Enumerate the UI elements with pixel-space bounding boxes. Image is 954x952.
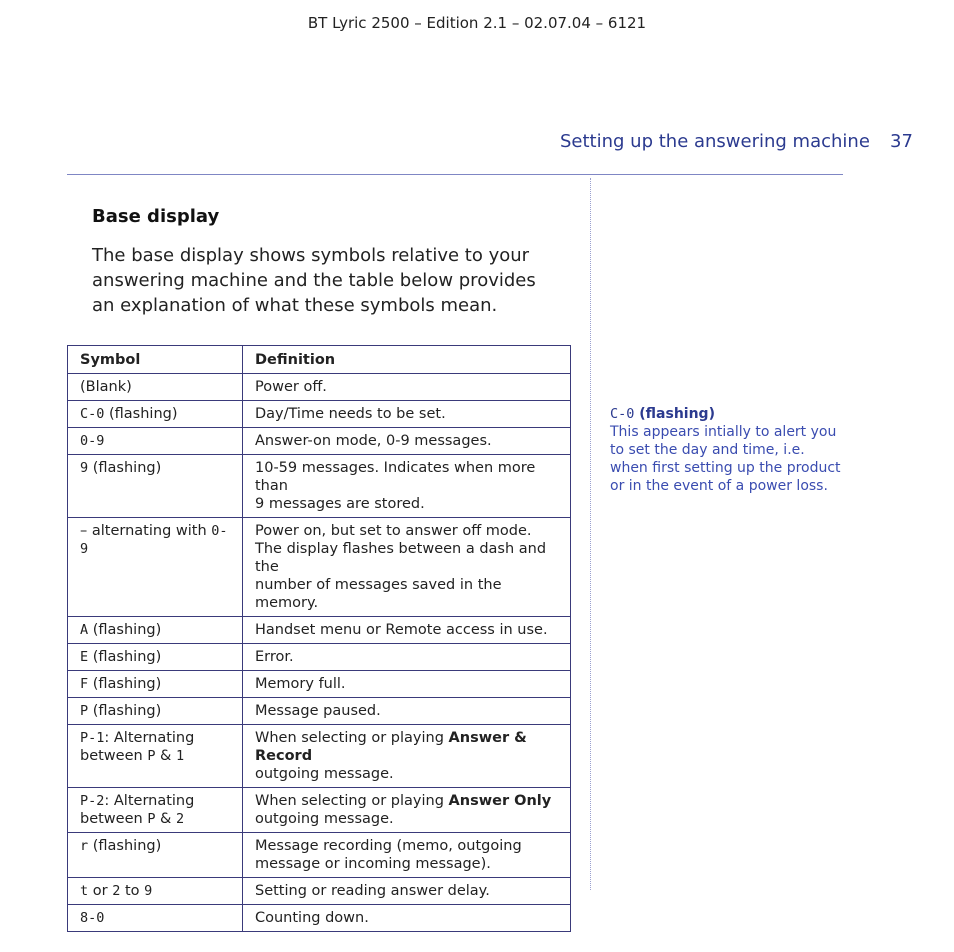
definition-emphasis: Answer Only [448, 793, 552, 809]
side-note [610, 405, 845, 495]
table-row [68, 374, 571, 401]
symbol-code: E [80, 649, 89, 665]
symbol-text: or [88, 883, 113, 899]
symbol-code: P [147, 811, 156, 827]
symbol-text: – alternating with [80, 523, 212, 539]
header-rule [67, 174, 843, 175]
symbols-table [67, 345, 571, 932]
header-definition: Definition [243, 346, 571, 374]
symbol-text: to [120, 883, 145, 899]
symbol-cell [68, 725, 243, 788]
symbol-code: C-0 [610, 406, 635, 422]
symbol-cell [68, 617, 243, 644]
symbol-text: between [80, 811, 148, 827]
definition-line: Power on, but set to answer off mode. [255, 523, 532, 539]
symbol-text: (flashing) [88, 703, 162, 719]
table-row [68, 698, 571, 725]
symbol-text: between [80, 748, 148, 764]
definition-cell: Answer-on mode, 0-9 messages. [243, 428, 571, 455]
side-note-title [610, 405, 845, 423]
symbol-code: P-1 [80, 730, 105, 746]
definition-cell [243, 518, 571, 617]
page-number: 37 [890, 131, 913, 152]
symbol-cell [68, 788, 243, 833]
definition-emphasis: Answer & Record [255, 730, 527, 764]
symbol-code: 2 [112, 883, 121, 899]
definition-line: 9 messages are stored. [255, 496, 425, 512]
symbol-code: 0-9 [80, 433, 105, 449]
symbol-code: 2 [175, 811, 185, 827]
definition-line: Message recording (memo, outgoing [255, 838, 522, 854]
table-row [68, 455, 571, 518]
symbol-code: F [80, 676, 89, 692]
symbol-code: 1 [175, 748, 185, 764]
table-row [68, 878, 571, 905]
side-note-title-text: (flashing) [634, 406, 715, 422]
definition-cell: Power off. [243, 374, 571, 401]
definition-cell [243, 725, 571, 788]
symbol-cell [68, 455, 243, 518]
symbol-code: 0-9 [80, 523, 228, 557]
definition-line: outgoing message. [255, 766, 394, 782]
symbol-cell [68, 374, 243, 401]
symbol-code: 9 [80, 460, 89, 476]
symbol-code: P-2 [80, 793, 105, 809]
definition-text: When selecting or playing [255, 730, 449, 746]
symbol-text: (flashing) [88, 838, 162, 854]
symbol-cell [68, 833, 243, 878]
table-row [68, 833, 571, 878]
table-row [68, 725, 571, 788]
symbol-text: (flashing) [88, 676, 162, 692]
symbol-text: : Alternating [104, 793, 195, 809]
base-display-heading: Base display [92, 206, 220, 227]
symbol-text: (Blank) [80, 379, 132, 395]
definition-line: message or incoming message). [255, 856, 491, 872]
table-row [68, 401, 571, 428]
symbol-cell [68, 428, 243, 455]
section-title: Setting up the answering machine [560, 131, 870, 152]
symbol-cell [68, 644, 243, 671]
definition-cell: Memory full. [243, 671, 571, 698]
definition-cell: Message paused. [243, 698, 571, 725]
definition-line: outgoing message. [255, 811, 394, 827]
table-header-row [68, 346, 571, 374]
definition-cell [243, 833, 571, 878]
table-row [68, 671, 571, 698]
symbol-text: & [155, 811, 176, 827]
symbol-cell [68, 878, 243, 905]
definition-line: number of messages saved in the memory. [255, 577, 502, 611]
symbol-text: (flashing) [104, 406, 178, 422]
symbol-text: & [155, 748, 176, 764]
definition-cell: Counting down. [243, 905, 571, 932]
symbol-code: A [80, 622, 89, 638]
header-symbol: Symbol [68, 346, 243, 374]
definition-line: 10-59 messages. Indicates when more than [255, 460, 536, 494]
table-row [68, 518, 571, 617]
symbol-code: P [80, 703, 89, 719]
symbol-text: (flashing) [88, 649, 162, 665]
definition-cell [243, 788, 571, 833]
document-header: BT Lyric 2500 – Edition 2.1 – 02.07.04 – 6121 [307, 14, 647, 32]
symbol-code: C-0 [80, 406, 105, 422]
definition-cell [243, 455, 571, 518]
table-row [68, 788, 571, 833]
symbol-text: (flashing) [88, 460, 162, 476]
symbol-code: 8-0 [80, 910, 105, 926]
definition-cell: Day/Time needs to be set. [243, 401, 571, 428]
symbol-cell [68, 698, 243, 725]
table-row [68, 617, 571, 644]
symbol-code: r [80, 838, 89, 854]
definition-cell: Error. [243, 644, 571, 671]
table-row [68, 428, 571, 455]
symbol-cell [68, 905, 243, 932]
definition-cell: Handset menu or Remote access in use. [243, 617, 571, 644]
symbol-cell [68, 518, 243, 617]
symbol-code: t [80, 883, 89, 899]
column-separator [590, 178, 591, 890]
symbol-text: (flashing) [88, 622, 162, 638]
definition-line: The display flashes between a dash and the [255, 541, 547, 575]
table-row [68, 905, 571, 932]
definition-cell: Setting or reading answer delay. [243, 878, 571, 905]
side-note-body: This appears intially to alert you to set the day and time, i.e. when first setting up the product or in the event of a power loss. [610, 424, 841, 494]
symbol-cell [68, 401, 243, 428]
symbol-text: : Alternating [104, 730, 195, 746]
symbol-cell [68, 671, 243, 698]
definition-text: When selecting or playing [255, 793, 449, 809]
intro-paragraph: The base display shows symbols relative to your answering machine and the table below provides an explanation of what these symbols mean. [92, 245, 536, 316]
table-row [68, 644, 571, 671]
symbol-code: 9 [144, 883, 153, 899]
symbol-code: P [147, 748, 156, 764]
